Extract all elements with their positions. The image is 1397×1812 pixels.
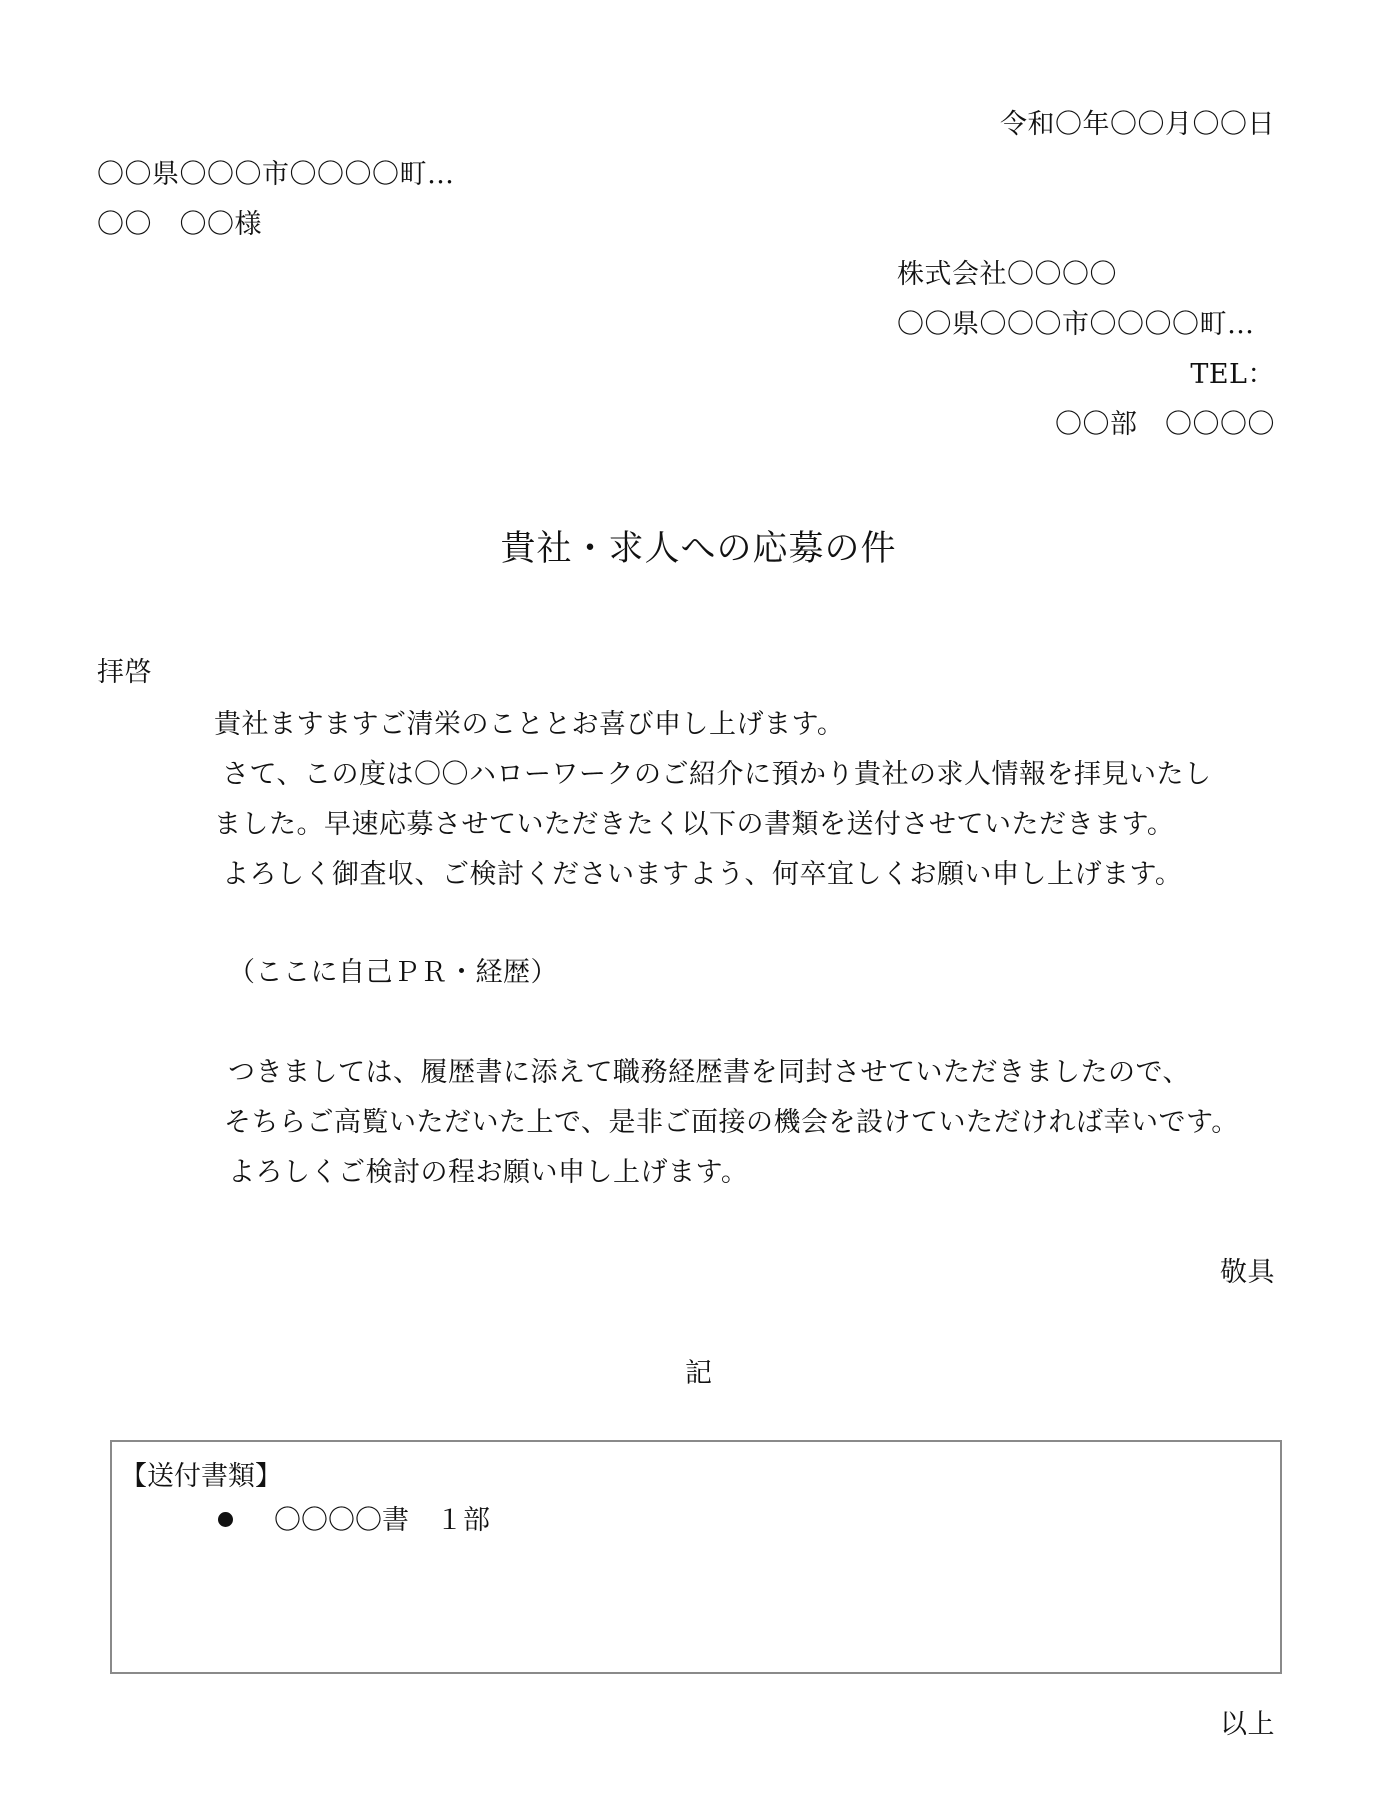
sender-department: 〇〇部 〇〇〇〇: [1055, 409, 1275, 440]
end-mark: 以上: [1220, 1709, 1275, 1740]
sender-address: 〇〇県〇〇〇市〇〇〇〇町…: [897, 309, 1255, 340]
body-paragraph-1: 貴社ますますご清栄のこととお喜び申し上げます。: [214, 709, 845, 740]
enclosure-box: [110, 1440, 1282, 1674]
body-paragraph-2-line-2: ました。早速応募させていただきたく以下の書類を送付させていただきます。: [214, 809, 1175, 840]
bullet-icon: [218, 1512, 233, 1527]
body-paragraph-3: よろしく御査収、ご検討くださいますよう、何卒宜しくお願い申し上げます。: [222, 859, 1183, 890]
closing-word: 敬具: [1220, 1257, 1275, 1288]
self-pr-placeholder: （ここに自己ＰＲ・経歴）: [228, 957, 558, 988]
letter-date: 令和〇年〇〇月〇〇日: [1000, 109, 1275, 140]
body-paragraph-2-line-1: さて、この度は〇〇ハローワークのご紹介に預かり貴社の求人情報を拝見いたし: [222, 759, 1212, 790]
opening-greeting: 拝啓: [97, 657, 152, 688]
sender-company: 株式会社〇〇〇〇: [897, 259, 1117, 290]
body-paragraph-5: そちらご高覧いただいた上で、是非ご面接の機会を設けていただければ幸いです。: [224, 1107, 1239, 1138]
enclosure-heading: 【送付書類】: [120, 1461, 282, 1492]
recipient-name: 〇〇 〇〇様: [97, 209, 262, 240]
sender-tel: TEL：: [1190, 359, 1275, 390]
recipient-address: 〇〇県〇〇〇市〇〇〇〇町…: [97, 159, 455, 190]
body-paragraph-6: よろしくご検討の程お願い申し上げます。: [228, 1157, 749, 1188]
ki-label: 記: [685, 1358, 712, 1389]
body-paragraph-4: つきましては、履歴書に添えて職務経歴書を同封させていただきましたので、: [228, 1057, 1190, 1088]
enclosure-item: 〇〇〇〇書 １部: [274, 1505, 490, 1536]
letter-title: 貴社・求人への応募の件: [500, 529, 897, 569]
